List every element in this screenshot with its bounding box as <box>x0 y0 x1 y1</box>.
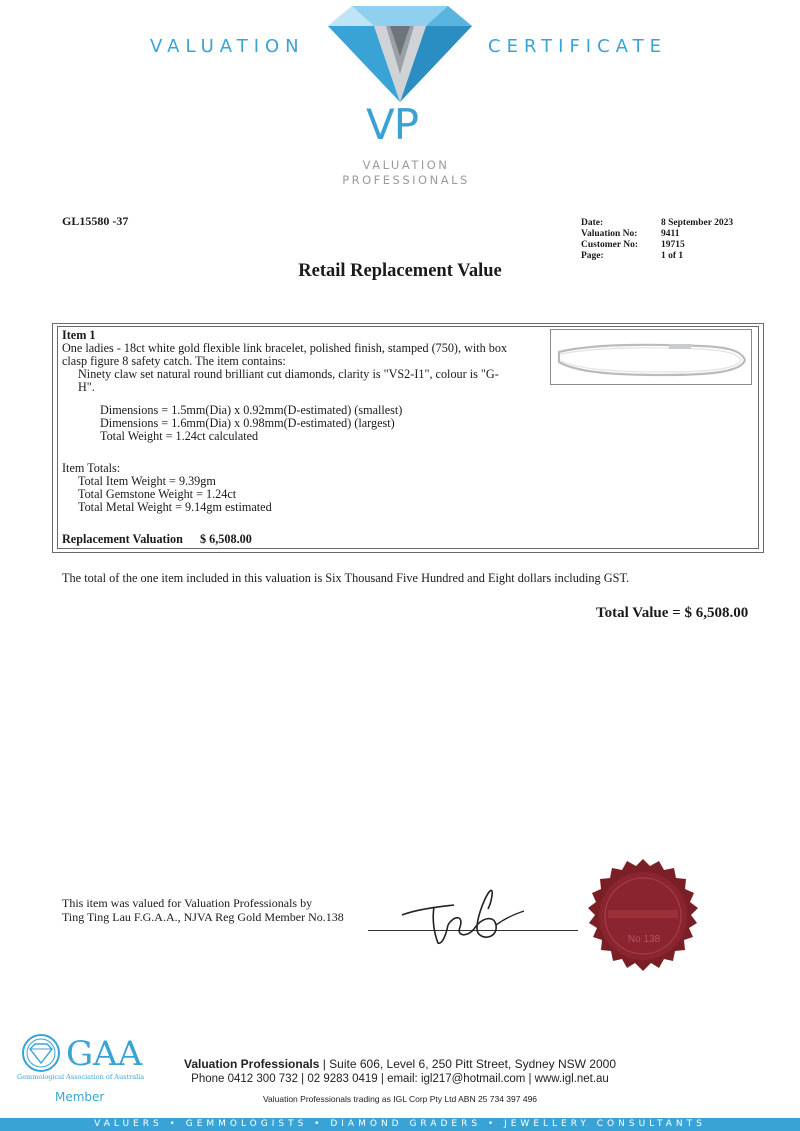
valuer-line2: Ting Ting Lau F.G.A.A., NJVA Reg Gold Member No.138 <box>62 910 344 924</box>
meta-page-label: Page: <box>581 251 604 261</box>
meta-valuation-value: 9411 <box>661 229 680 239</box>
footer-abn: Valuation Professionals trading as IGL Corp Pty Ltd ABN 25 734 397 496 <box>262 1094 538 1104</box>
item-dim-small: Dimensions = 1.5mm(Dia) x 0.92mm(D-estimated) (smallest) <box>100 403 403 417</box>
bracelet-photo <box>550 329 752 385</box>
replacement-valuation-value: $ 6,508.00 <box>200 532 252 546</box>
logo-line1: VALUATION <box>362 158 450 172</box>
meta-page-value: 1 of 1 <box>661 251 684 261</box>
header-valuation-word: VALUATION <box>150 36 305 57</box>
item-total-gem-weight: Total Gemstone Weight = 1.24ct <box>78 487 237 501</box>
item-desc-line1: One ladies - 18ct white gold flexible link bracelet, polished finish, stamped (750), with box <box>62 341 508 355</box>
item-desc-line2: clasp figure 8 safety catch. The item contains: <box>62 354 286 368</box>
meta-values <box>661 218 733 262</box>
diamond-logo-icon <box>328 4 472 104</box>
total-value: Total Value = $ 6,508.00 <box>596 605 749 621</box>
valuer-line1: This item was valued for Valuation Professionals by <box>62 896 313 910</box>
item-stones-line2: H". <box>78 380 95 394</box>
logo-subtitle <box>336 158 476 188</box>
meta-valuation-label: Valuation No: <box>581 229 638 239</box>
bracelet-image-icon <box>551 330 751 384</box>
meta-labels <box>581 218 638 262</box>
footer-address <box>90 1057 710 1071</box>
gaa-name: GAA <box>66 1034 143 1074</box>
total-sentence: The total of the one item included in this valuation is Six Thousand Five Hundred and Eight dollars including GST. <box>62 571 630 585</box>
seal-icon <box>582 858 704 980</box>
gaa-full-name: Gemmological Association of Australia <box>17 1073 145 1081</box>
item-totals-heading: Item Totals: <box>62 461 121 475</box>
meta-date-label: Date: <box>581 218 604 228</box>
meta-customer-label: Customer No: <box>581 240 639 250</box>
header-certificate-word: CERTIFICATE <box>488 36 667 57</box>
logo-initials: VP <box>366 100 419 149</box>
footer-contact: Phone 0412 300 732 | 02 9283 0419 | email: igl217@hotmail.com | www.igl.net.au <box>191 1073 609 1085</box>
signature-icon <box>398 885 528 950</box>
meta-date-value: 8 September 2023 <box>661 218 734 228</box>
item-total-weight: Total Weight = 1.24ct calculated <box>100 429 259 443</box>
page-title: Retail Replacement Value <box>298 261 502 281</box>
item-heading: Item 1 <box>62 328 96 342</box>
seal-number: No 138 <box>627 934 661 945</box>
footer-company: Valuation Professionals <box>184 1057 320 1071</box>
reference-number: GL15580 -37 <box>62 214 129 228</box>
item-dim-large: Dimensions = 1.6mm(Dia) x 0.98mm(D-estimated) (largest) <box>100 416 395 430</box>
footer-band-text: VALUERS • GEMMOLOGISTS • DIAMOND GRADERS • JEWELLERY CONSULTANTS <box>94 1119 706 1129</box>
footer-band <box>0 1118 800 1131</box>
logo-line2: PROFESSIONALS <box>342 173 470 187</box>
gaa-logo-icon <box>18 1033 64 1073</box>
footer-address-text: | Suite 606, Level 6, 250 Pitt Street, Sydney NSW 2000 <box>319 1057 616 1071</box>
item-stones-line1: Ninety claw set natural round brilliant cut diamonds, clarity is "VS2-I1", colour is "G- <box>78 367 499 381</box>
gaa-member-label: Member <box>55 1090 105 1104</box>
item-total-item-weight: Total Item Weight = 9.39gm <box>78 474 216 488</box>
item-total-metal-weight: Total Metal Weight = 9.14gm estimated <box>78 500 272 514</box>
valuer-statement <box>62 896 344 924</box>
replacement-valuation-label: Replacement Valuation <box>62 532 183 546</box>
meta-customer-value: 19715 <box>661 240 685 250</box>
